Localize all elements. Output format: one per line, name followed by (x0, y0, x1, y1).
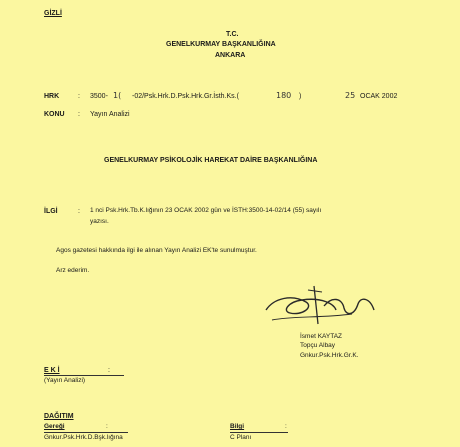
ref-value-start: 3500- (90, 93, 108, 100)
distribution-gereği-colon: : (106, 423, 108, 430)
attachments-label: E K İ (44, 367, 60, 374)
recipient-heading: GENELKURMAY PSİKOLOJİK HAREKAT DAİRE BAŞKANLIĞINA (104, 157, 318, 164)
closing-text: Arz ederim. (56, 267, 90, 274)
attachments-underline (44, 375, 124, 376)
body-text: Agos gazetesi hakkında ilgi ile alınan Yayın Analizi EK'te sunulmuştur. (56, 247, 257, 254)
header-city: ANKARA (215, 52, 246, 59)
distribution-gereği-value: Gnkur.Psk.Hrk.D.Bşk.lığına (44, 434, 123, 441)
related-label: İLGİ (44, 208, 58, 215)
ref-value-end: ) (299, 93, 302, 100)
signatory-unit: Gnkur.Psk.Hrk.Gr.K. (300, 352, 359, 359)
signatory-name: İsmet KAYTAZ (300, 333, 343, 340)
subject-value: Yayın Analizi (90, 111, 130, 118)
handwritten-signature (262, 280, 382, 332)
distribution-gereği-underline (44, 432, 128, 433)
subject-label: KONU (44, 111, 65, 118)
related-colon: : (78, 208, 80, 215)
distribution-bilgi-underline (230, 432, 288, 433)
signatory-rank: Topçu Albay (300, 342, 336, 349)
subject-colon: : (78, 111, 80, 118)
ref-date-day: 25 (345, 91, 356, 100)
ref-date-rest: OCAK 2002 (360, 93, 398, 100)
attachments-item: (Yayın Analizi) (44, 377, 86, 384)
classification-mark: GİZLİ (44, 10, 62, 17)
distribution-bilgi-value: C Planı (230, 434, 252, 441)
distribution-gereği-label: Gereği (44, 423, 65, 430)
distribution-bilgi-colon: : (285, 423, 287, 430)
distribution-title: DAĞITIM (44, 413, 74, 420)
header-tc: T.C. (226, 31, 239, 38)
ref-handwritten-number-1: 1( (113, 91, 122, 100)
related-line-1: 1 nci Psk.Hrk.Tb.K.lığının 23 OCAK 2002 gün ve İSTH:3500-14-02/14 (55) sayılı (90, 207, 322, 214)
distribution-bilgi-label: Bilgi (230, 423, 245, 430)
ref-colon: : (78, 93, 80, 100)
ref-label: HRK (44, 93, 60, 100)
attachments-colon: : (108, 367, 110, 374)
ref-handwritten-number-2: 180 (276, 91, 292, 100)
ref-value-mid: -02/Psk.Hrk.D.Psk.Hrk.Gr.İsth.Ks.( (132, 93, 239, 100)
header-addressee: GENELKURMAY BAŞKANLIĞINA (166, 41, 276, 48)
related-line-2: yazısı. (90, 218, 109, 225)
